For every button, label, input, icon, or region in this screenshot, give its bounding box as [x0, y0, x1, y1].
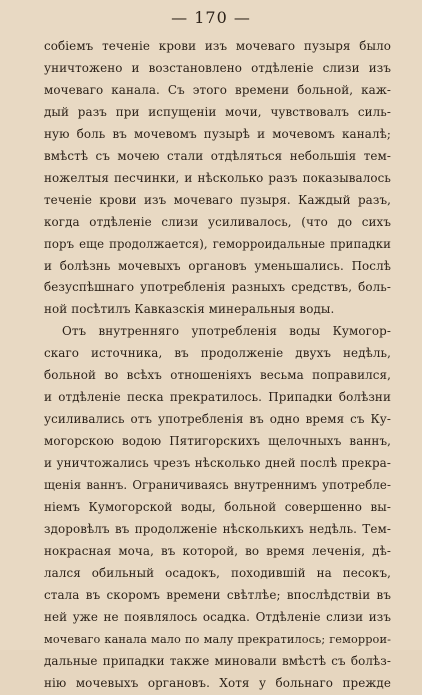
- text-line: вмѣстѣ съ мочею стали отдѣляться небольшія тем-: [44, 148, 391, 163]
- text-line: здоровѣлъ въ продолженіе нѣсколькихъ недѣль. Тем-: [44, 521, 391, 536]
- text-line: мочеваго канала. Съ этого времени больной, каж-: [44, 82, 391, 97]
- text-line: дальные припадки также миновали вмѣстѣ съ болѣз-: [44, 653, 391, 668]
- text-line: и болѣзнь мочевыхъ органовъ уменьшались. Послѣ: [44, 258, 391, 273]
- text-line: стала въ скоромъ времени свѣтлѣе; впослѣдствіи въ: [44, 587, 391, 602]
- text-line: дый разъ при испущеніи мочи, чувствовалъ силь-: [44, 104, 391, 119]
- text-line: собіемъ теченіе крови изъ мочеваго пузыря было: [44, 39, 391, 53]
- text-line: больной во всѣхъ отношеніяхъ весьма поправился,: [44, 368, 391, 383]
- text-line: могорскою водою Пятигорскихъ щелочныхъ ваннъ,: [44, 434, 391, 449]
- text-line: нію мочевыхъ органовъ. Хотя у больнаго прежде: [44, 675, 391, 690]
- text-line: поръ еще продолжается), геморроидальные припадки: [44, 236, 391, 251]
- text-line: ной посѣтилъ Кавказскія минеральныя воды.: [44, 302, 335, 317]
- text-line: уничтожено и возстановлено отдѣленіе слизи изъ: [44, 60, 391, 75]
- text-line: щенія ваннъ. Ограничиваясь внутреннимъ употребле-: [44, 478, 391, 493]
- text-line: усиливались отъ употребленія въ одно время съ Ку-: [44, 412, 391, 427]
- body-text: [44, 36, 391, 695]
- text-line: Отъ внутренняго употребленія воды Кумогор-: [62, 324, 391, 339]
- text-line: скаго источника, въ продолженіе двухъ недѣль,: [44, 346, 391, 361]
- text-line: ніемъ Кумогорской воды, больной совершенно вы-: [44, 500, 391, 515]
- text-line: и уничтожались чрезъ нѣсколько дней послѣ прекра-: [44, 456, 391, 471]
- text-line: когда отдѣленіе слизи усиливалось, (что до сихъ: [44, 214, 391, 229]
- text-line: и отдѣленіе песка прекратилось. Припадки болѣзни: [44, 390, 391, 405]
- text-line: лался обильный осадокъ, походившій на песокъ,: [44, 565, 391, 580]
- page-number: — 170 —: [171, 8, 251, 27]
- text-line: ней уже не появлялось осадка. Отдѣленіе слизи изъ: [44, 609, 391, 624]
- text-line: ножелтыя песчинки, и нѣсколько разъ показывалось: [44, 170, 391, 185]
- text-line: мочеваго канала мало по малу прекратилось; геморрои-: [44, 632, 391, 646]
- text-line: нокрасная моча, въ которой, во время леченія, дѣ-: [44, 543, 391, 558]
- text-line: ную боль въ мочевомъ пузырѣ и мочевомъ каналѣ;: [44, 126, 391, 141]
- text-line: теченіе крови изъ мочеваго пузыря. Каждый разъ,: [44, 192, 391, 207]
- text-line: безуспѣшнаго употребленія разныхъ средствъ, боль-: [44, 280, 391, 295]
